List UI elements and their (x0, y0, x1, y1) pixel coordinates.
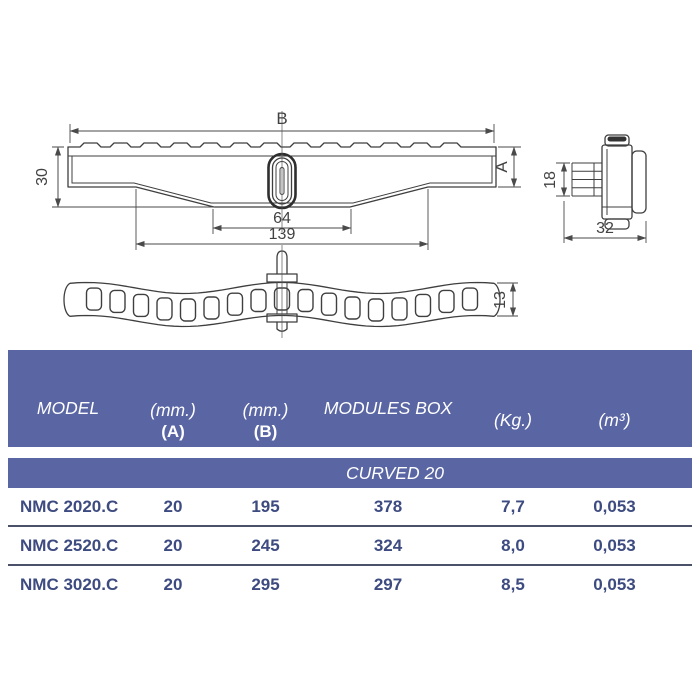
fixing-screw (267, 245, 297, 338)
strip-view-drawing (64, 245, 518, 338)
cell-b: 295 (251, 574, 280, 594)
strip-slot (251, 290, 266, 312)
strip-slot (345, 297, 360, 319)
header-m3-label: (m³) (598, 410, 631, 430)
header-a-unit: (mm.) (150, 400, 196, 420)
clip-side-flange (632, 151, 646, 213)
prong-lines (572, 163, 602, 196)
cell-modules: 297 (373, 574, 403, 594)
table-header-row (8, 350, 692, 447)
cell-m3: 0,053 (593, 535, 636, 555)
table-row (8, 564, 692, 603)
cell-a: 20 (163, 496, 183, 516)
strip-slot (134, 294, 149, 316)
section-banner (8, 458, 692, 488)
clip-top-cap-fill (608, 137, 627, 142)
section-title: CURVED 20 (346, 462, 444, 483)
header-kg-label: (Kg.) (494, 410, 532, 430)
dim-label-18: 18 (542, 171, 559, 189)
cell-model: NMC 3020.C (20, 574, 119, 594)
cell-modules: 378 (373, 496, 403, 516)
strip-slot (439, 290, 454, 312)
dim-label-30: 30 (34, 168, 51, 186)
header-cell-model (8, 350, 128, 447)
cell-a: 20 (163, 574, 183, 594)
header-cell-m3 (563, 350, 692, 447)
cell-b: 195 (251, 496, 280, 516)
dimension-13 (492, 283, 518, 316)
cell-kg: 8,5 (501, 574, 525, 594)
cell-model: NMC 2520.C (20, 535, 119, 555)
header-cell-modules (313, 350, 463, 447)
header-cell-a (128, 350, 218, 447)
header-model-label: MODEL (36, 398, 100, 418)
strip-slot (181, 299, 196, 321)
dim-label-139: 139 (268, 226, 296, 243)
strip-slot (369, 299, 384, 321)
strip-slot (322, 293, 337, 315)
cell-model: NMC 2020.C (20, 496, 119, 516)
table-row (8, 488, 692, 525)
dim-label-64: 64 (273, 210, 291, 227)
side-view-drawing (542, 135, 646, 243)
strip-slot (110, 290, 125, 312)
dim-label-a: A (492, 161, 511, 173)
header-gap (8, 447, 692, 458)
header-a-label: (A) (161, 422, 185, 441)
cell-kg: 8,0 (501, 535, 525, 555)
header-cell-kg (463, 350, 563, 447)
table-row (8, 525, 692, 564)
cell-m3: 0,053 (593, 574, 636, 594)
strip-slot (157, 298, 172, 320)
strip-slot (204, 297, 219, 319)
cell-kg: 7,7 (501, 496, 525, 516)
strip-slot (298, 290, 313, 312)
clip-body-detail (602, 149, 632, 215)
header-b-label: (B) (253, 422, 278, 441)
dimension-18 (542, 163, 570, 196)
strip-slot (228, 293, 243, 315)
cell-b: 245 (251, 535, 280, 555)
technical-drawing (0, 0, 700, 348)
dim-label-b: B (276, 109, 288, 128)
spec-table (8, 350, 692, 603)
strip-slot (416, 294, 431, 316)
header-cell-b (218, 350, 313, 447)
strip-slot (463, 288, 478, 310)
cell-modules: 324 (373, 535, 403, 555)
front-view-drawing (34, 109, 521, 250)
strip-slot (87, 288, 102, 310)
cell-m3: 0,053 (593, 496, 636, 516)
header-b-unit: (mm.) (242, 400, 289, 420)
strip-slot (392, 298, 407, 320)
cell-a: 20 (163, 535, 183, 555)
dim-label-32: 32 (596, 220, 614, 237)
header-modules-label: MODULES BOX (323, 398, 453, 418)
dim-label-13: 13 (492, 291, 509, 309)
